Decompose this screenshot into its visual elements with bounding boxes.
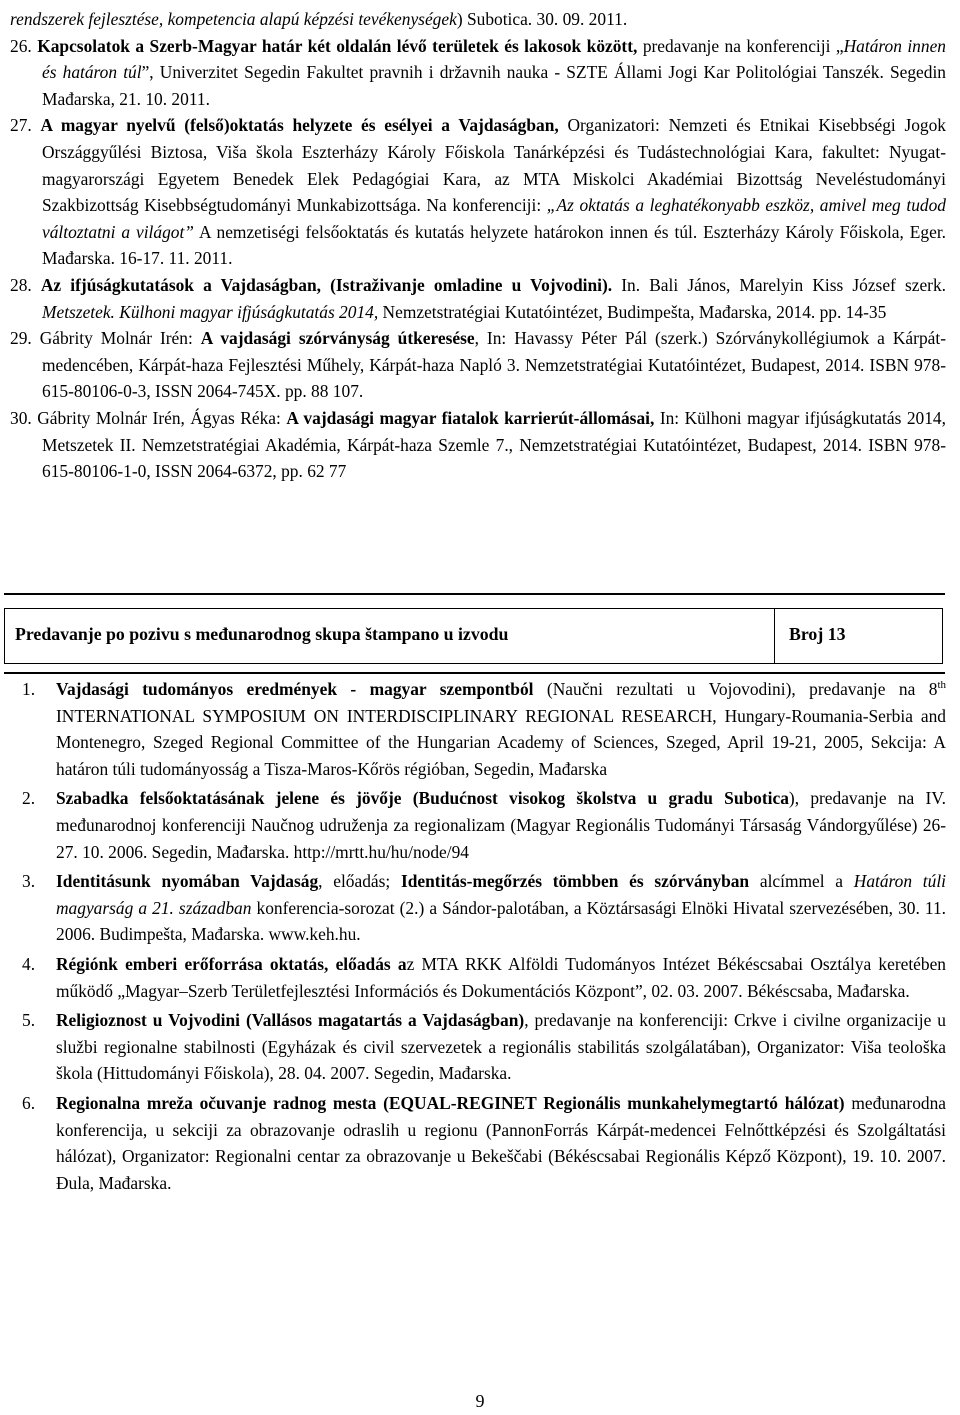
- lecture-list: [10, 676, 946, 1199]
- lecture-item-4: 4. Régiónk emberi erőforrása oktatás, előadás az MTA RKK Alföldi Tudományos Intézet Békéscsabai Osztálya keretében működő „Magyar–Szerb Területfejlesztési Információs és Dokumentációs Központ”, 02. 03. 2007. Békéscsaba, Mađarska.: [10, 951, 946, 1004]
- lecture-item-2: 2. Szabadka felsőoktatásának jelene és jövője (Budućnost visokog školstva u gradu Subotica), predavanje na IV. međunarodnoj konferenciji Naučnog udruženja za regionalizam (Magyar Regionális Tudományi Társaság Vándorgyűlése) 26-27. 10. 2006. Segedin, Mađarska. http://mrtt.hu/hu/node/94: [10, 785, 946, 865]
- section-divider-bottom: [4, 672, 945, 674]
- list-item-27: 27. A magyar nyelvű (felső)oktatás helyzete és esélyei a Vajdaságban, Organizatori: Nemzeti és Etnikai Kisebbségi Jogok Országgyűlési Biztosa, Viša škola Eszterházy Károly Főiskola Tanárképzési és Tudástechnológiai Kara, fakultet: Nyugat-magyarországi Egyetem Benedek Elek Pedagógiai Kara, az MTA Miskolci Akadémiai Bizottság Neveléstudományi Szakbizottság Kisebbségtudományi Munkabizottsága. Na konferenciji: „Az oktatás a leghatékonyabb eszköz, amivel meg tudod változtatni a világot” A nemzetiségi felsőoktatás és kutatás helyzete határokon innen és túl. Eszterházy Károly Főiskola, Eger. Mađarska. 16-17. 11. 2011.: [10, 115, 946, 269]
- lecture-item-5: 5. Religioznost u Vojvodini (Vallásos magatartás a Vajdaságban), predavanje na konferenciji: Crkve i civilne organizacije u službi regionalne stabilnosti (Egyházak és civil szervezetek a regionális stabilitás szolgálatában), Organizator: Viša teološka škola (Hittudományi Főiskola), 28. 04. 2007. Segedin, Mađarska.: [10, 1007, 946, 1087]
- list-item-28: 28. Az ifjúságkutatások a Vajdaságban, (Istraživanje omladine u Vojvodini). In. Bali János, Marelyin Kiss József szerk. Metszetek. Külhoni magyar ifjúságkutatás 2014, Nemzetstratégiai Kutatóintézet, Budimpešta, Mađarska, 2014. pp. 14-35: [10, 274, 946, 322]
- lecture-item-3: 3. Identitásunk nyomában Vajdaság, előadás; Identitás-megőrzés tömbben és szórványban alcímmel a Határon túli magyarság a 21. században konferencia-sorozat (2.) a Sándor-palotában, a Köztársasági Elnöki Hivatal szervezésében, 30. 11. 2006. Budimpešta, Mađarska. www.keh.hu.: [10, 868, 946, 948]
- section-header-title: Predavanje po pozivu s međunarodnog skupa štampano u izvodu: [15, 624, 509, 644]
- document-page-top: [10, 6, 946, 485]
- list-item-29: 29. Gábrity Molnár Irén: A vajdasági szórványság útkeresése, In: Havassy Péter Pál (szerk.) Szórványkollégiumok a Kárpát-medencében, Kárpát-haza Fejlesztési Műhely, Kárpát-haza Napló 3. Nemzetstratégiai Kutatóintézet, Budapest, 2014. ISBN 978-615-80106-0-3, ISSN 2064-745X. pp. 88 107.: [10, 328, 946, 402]
- section-count-cell: [774, 609, 942, 663]
- lecture-number: 3.: [22, 871, 36, 892]
- section-header-box: [4, 608, 943, 664]
- section-count-label: Broj 13: [789, 624, 846, 644]
- continuation-italic: rendszerek fejlesztése, kompetencia alapú képzési tevékenységek: [10, 9, 457, 29]
- lecture-number: 2.: [22, 788, 36, 809]
- lecture-number: 5.: [22, 1010, 36, 1031]
- page-number: 9: [475, 1391, 485, 1411]
- lecture-number: 1.: [22, 679, 36, 699]
- list-item-26: 26. Kapcsolatok a Szerb-Magyar határ két oldalán lévő területek és lakosok között, predavanje na konferenciji „Határon innen és határon túl”, Univerzitet Segedin Fakultet pravnih i državnih nauka - SZTE Állami Jogi Kar Politológiai Tanszék. Segedin Mađarska, 21. 10. 2011.: [10, 35, 947, 109]
- section-divider-top: [4, 593, 945, 595]
- lecture-item-6: 6. Regionalna mreža očuvanje radnog mesta (EQUAL-REGINET Regionális munkahelymegtartó hálózat) međunarodna konferencija, u sekciji za obrazovanje odraslih u regionu (PannonForrás Kárpát-medencei Felnőttképzési és Szolgáltatási hálózat), Organizator: Regionalni centar za obrazovanje u Bekeščabi (Békéscsabai Regionális Képző Központ), 19. 10. 2007. Đula, Mađarska.: [10, 1090, 946, 1196]
- continuation-line: rendszerek fejlesztése, kompetencia alapú képzési tevékenységek) Subotica. 30. 09. 2011.: [10, 9, 628, 29]
- lecture-number: 6.: [22, 1092, 36, 1113]
- lecture-number: 4.: [22, 953, 36, 974]
- list-item-30: 30. Gábrity Molnár Irén, Ágyas Réka: A vajdasági magyar fiatalok karrierút-állomásai, In: Külhoni magyar ifjúságkutatás 2014, Metszetek II. Nemzetstratégiai Akadémia, Kárpát-haza Szemle 7., Nemzetstratégiai Kutatóintézet, Budapest, 2014. ISBN 978-615-80106-1-0, ISSN 2064-6372, pp. 62 77: [10, 407, 946, 482]
- lecture-item-1: 1. Vajdasági tudományos eredmények - magyar szempontból (Naučni rezultati u Vojovodini), predavanje na 8th INTERNATIONAL SYMPOSIUM ON INTERDISCIPLINARY REGIONAL RESEARCH, Hungary-Roumania-Serbia and Montenegro, Szeged Regional Committee of the Hungarian Academy of Sciences, Szeged, April 19-21, 2005, Sekcija: A határon túli tudományosság a Tisza-Maros-Kőrös régióban, Segedin, Mađarska: [10, 676, 946, 782]
